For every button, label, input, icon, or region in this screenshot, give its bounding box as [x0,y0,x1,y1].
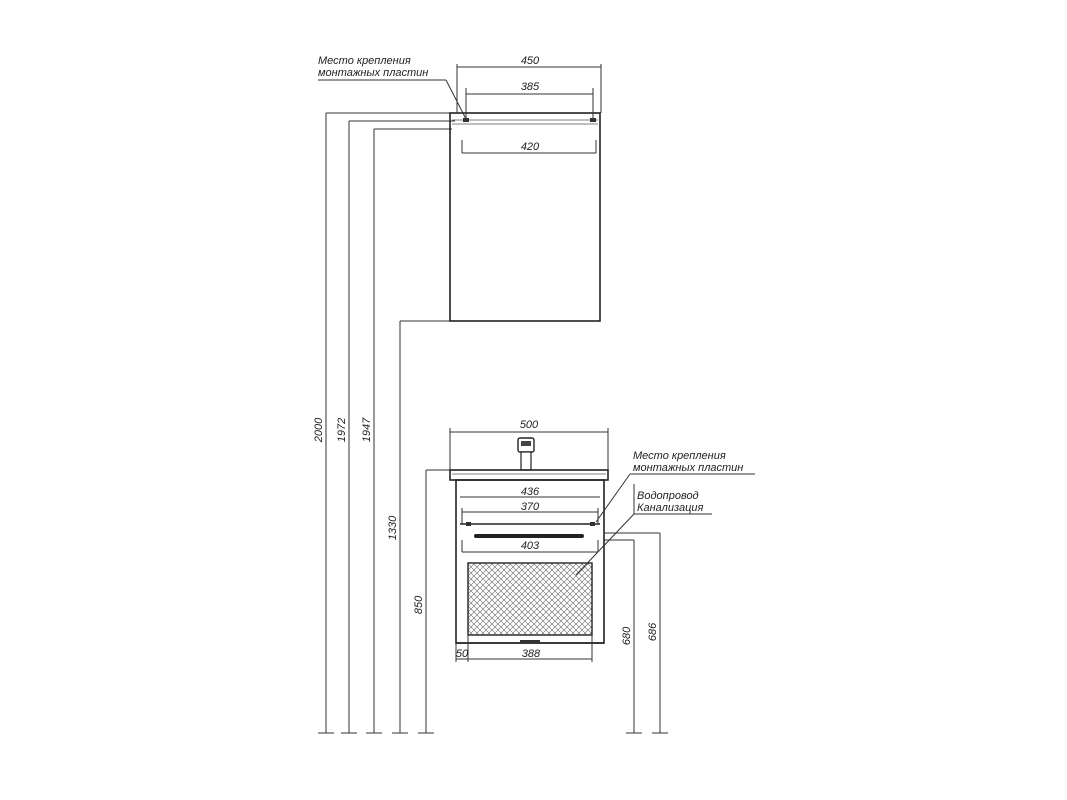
sewer-note: Канализация [637,502,704,514]
height-label-850: 850 [413,595,425,615]
vanity-plates-note-line1: Место крепления [633,450,726,462]
height-label-1330: 1330 [387,515,399,541]
mount-plate-right [590,118,596,122]
width-label-420: 420 [520,141,540,153]
height-label-2000: 2000 [313,417,325,443]
width-label-450: 450 [520,55,540,67]
mirror-cabinet [318,55,601,321]
utilities-note-leader [576,514,634,575]
width-label-385: 385 [520,81,540,93]
vanity-mount-plate-left [466,522,471,526]
faucet-icon [518,438,534,470]
water-supply-note: Водопровод [637,490,699,502]
plumbing-zone [468,563,592,635]
mirror-plates-note-line2: монтажных пластин [318,67,429,79]
height-label-686: 686 [647,622,659,642]
width-label-436: 436 [520,486,540,498]
width-label-500: 500 [519,419,539,431]
width-label-388: 388 [521,648,541,660]
vanity-plates-note-leader [596,474,630,522]
basin-top [450,470,608,480]
vanity-foot-detail [520,640,540,643]
height-label-1972: 1972 [336,417,348,443]
vanity-mount-plate-right [590,522,595,526]
height-label-680: 680 [621,626,633,646]
vanity-unit [450,419,755,733]
width-label-370: 370 [520,501,540,513]
mirror-plates-note-line1: Место крепления [318,55,411,67]
offset-label-50: 50 [455,648,469,660]
vanity-plates-note-line2: монтажных пластин [633,462,744,474]
height-label-1947: 1947 [361,417,373,443]
height-dimensions [313,113,455,733]
width-label-403: 403 [520,540,540,552]
drawer-handle [474,534,584,538]
